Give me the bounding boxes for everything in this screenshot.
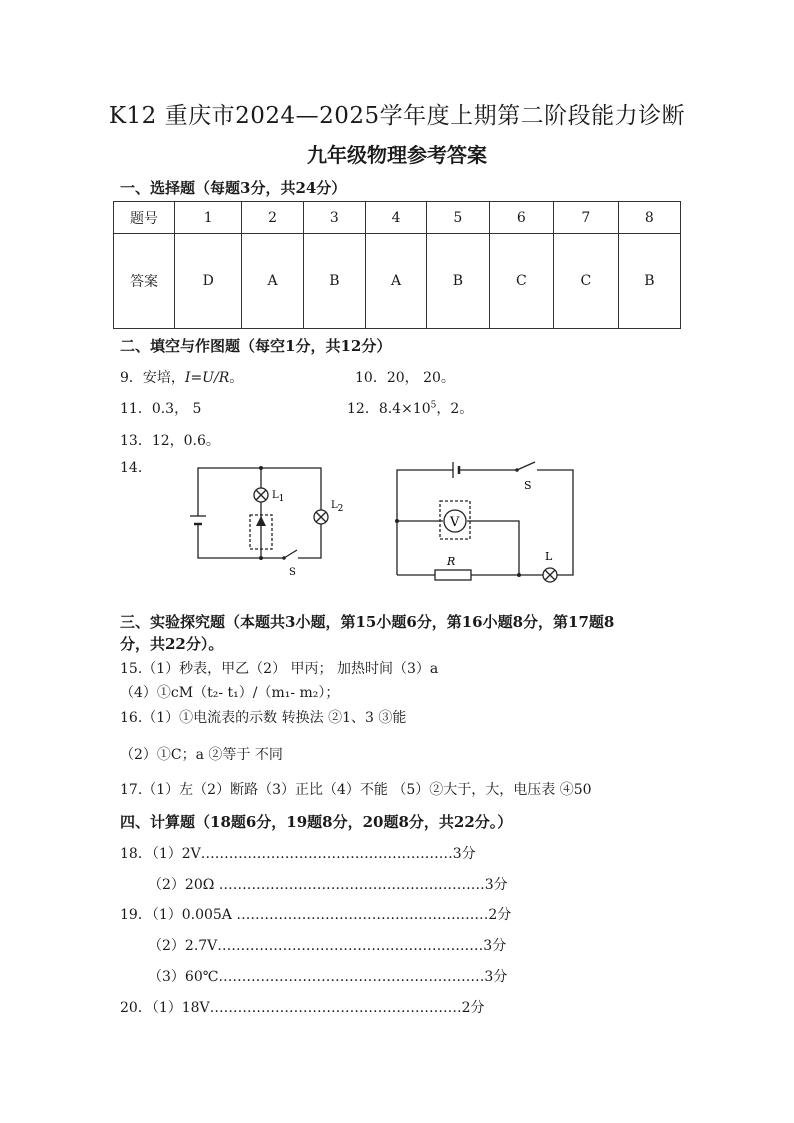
answer-q17: 17.（1）左（2）断路（3）正比（4）不能 （5）②大于，大，电压表 ④50: [120, 782, 592, 798]
table-cell: C: [489, 234, 554, 329]
table-cell: A: [365, 234, 426, 329]
answer-q12: [347, 398, 473, 418]
table-label-answer: 答案: [114, 234, 175, 329]
table-cell: B: [427, 234, 489, 329]
answer-q19-part1: 19．（1）0.005A ………………………………………………2分: [120, 907, 512, 923]
section3-heading-line2: 分，共22分）。: [120, 635, 224, 653]
table-cell: 2: [242, 202, 303, 234]
section2-heading: 二、填空与作图题（每空1分，共12分）: [120, 337, 392, 355]
table-cell: A: [242, 234, 303, 329]
answer-q10: 10．20， 20。: [355, 370, 455, 386]
label-lamp: L: [545, 550, 553, 563]
answer-q11: 11．0.3， 5: [120, 401, 202, 417]
answer-q16-line2: （2）①C；a ②等于 不同: [120, 747, 283, 763]
wire: [537, 470, 573, 565]
label-switch-left: S: [289, 567, 296, 578]
answer-q19-part3: （3）60℃…………………………………………………3分: [148, 969, 508, 985]
answer-q20-part1: 20．（1）18V………………………………………………2分: [120, 1000, 485, 1016]
document-subtitle: 九年级物理参考答案: [307, 143, 487, 167]
table-cell: 5: [427, 202, 489, 234]
resistor-icon: [435, 570, 471, 580]
circuit-diagram-right: [385, 455, 590, 590]
section4-heading: 四、计算题（18题6分，19题8分，20题8分，共22分。）: [120, 813, 513, 831]
q12-suffix: ，2。: [436, 401, 474, 417]
q9-suffix: 。: [229, 370, 244, 386]
q9-prefix: 9．安培，: [120, 370, 185, 386]
circuit-diagram-left: [180, 458, 350, 578]
table-cell: 7: [554, 202, 619, 234]
switch-icon: [284, 550, 297, 558]
wire: [298, 524, 321, 558]
table-cell: D: [175, 234, 242, 329]
table-cell: B: [303, 234, 365, 329]
table-row: [114, 202, 681, 234]
answer-q15-line2: （4）①cM（t₂- t₁）/（m₁- m₂）；: [120, 685, 340, 701]
wire: [198, 524, 284, 558]
table-cell: 3: [303, 202, 365, 234]
section3-heading-line1: 三、实验探究题（本题共3小题，第15小题6分，第16小题8分，第17题8: [120, 613, 615, 631]
table-cell: 4: [365, 202, 426, 234]
section1-heading: 一、选择题（每题3分，共24分）: [120, 179, 347, 197]
q12-exponent: 5: [430, 400, 437, 411]
answer-q15-line1: 15.（1）秒表，甲乙（2） 甲丙； 加热时间（3）a: [120, 661, 439, 677]
answer-q16-line1: 16.（1）①电流表的示数 转换法 ②1、3 ③能: [120, 710, 407, 726]
answer-q19-part2: （2）2.7V…………………………………………………3分: [148, 938, 507, 954]
table-cell: 8: [618, 202, 680, 234]
table-cell: 1: [175, 202, 242, 234]
table-cell: B: [618, 234, 680, 329]
answer-q9: [120, 367, 243, 387]
document-title: K12 重庆市2024—2025学年度上期第二阶段能力诊断: [108, 103, 686, 129]
wire: [467, 521, 519, 575]
label-voltmeter: V: [450, 515, 460, 530]
label-l1: L1: [272, 490, 285, 504]
answer-q18-part2: （2）20Ω …………………………………………………3分: [148, 877, 508, 893]
label-l2: L2: [331, 500, 344, 514]
q12-prefix: 12．8.4×10: [347, 401, 431, 417]
label-resistor: R: [447, 555, 456, 568]
label-switch-right: S: [524, 479, 532, 492]
wire: [198, 468, 321, 516]
table-row: [114, 234, 681, 329]
wire: [557, 565, 573, 575]
answer-q14-label: 14.: [120, 460, 143, 476]
answer-table: [113, 201, 681, 329]
q9-formula: I=U/R: [184, 370, 230, 386]
answer-q18-part1: 18．（1）2V………………………………………………3分: [120, 846, 476, 862]
table-cell: C: [554, 234, 619, 329]
table-cell: 6: [489, 202, 554, 234]
arrow-icon: [256, 516, 266, 526]
table-label-number: 题号: [114, 202, 175, 234]
answer-q13: 13．12，0.6。: [120, 433, 220, 449]
switch-icon: [517, 462, 535, 470]
